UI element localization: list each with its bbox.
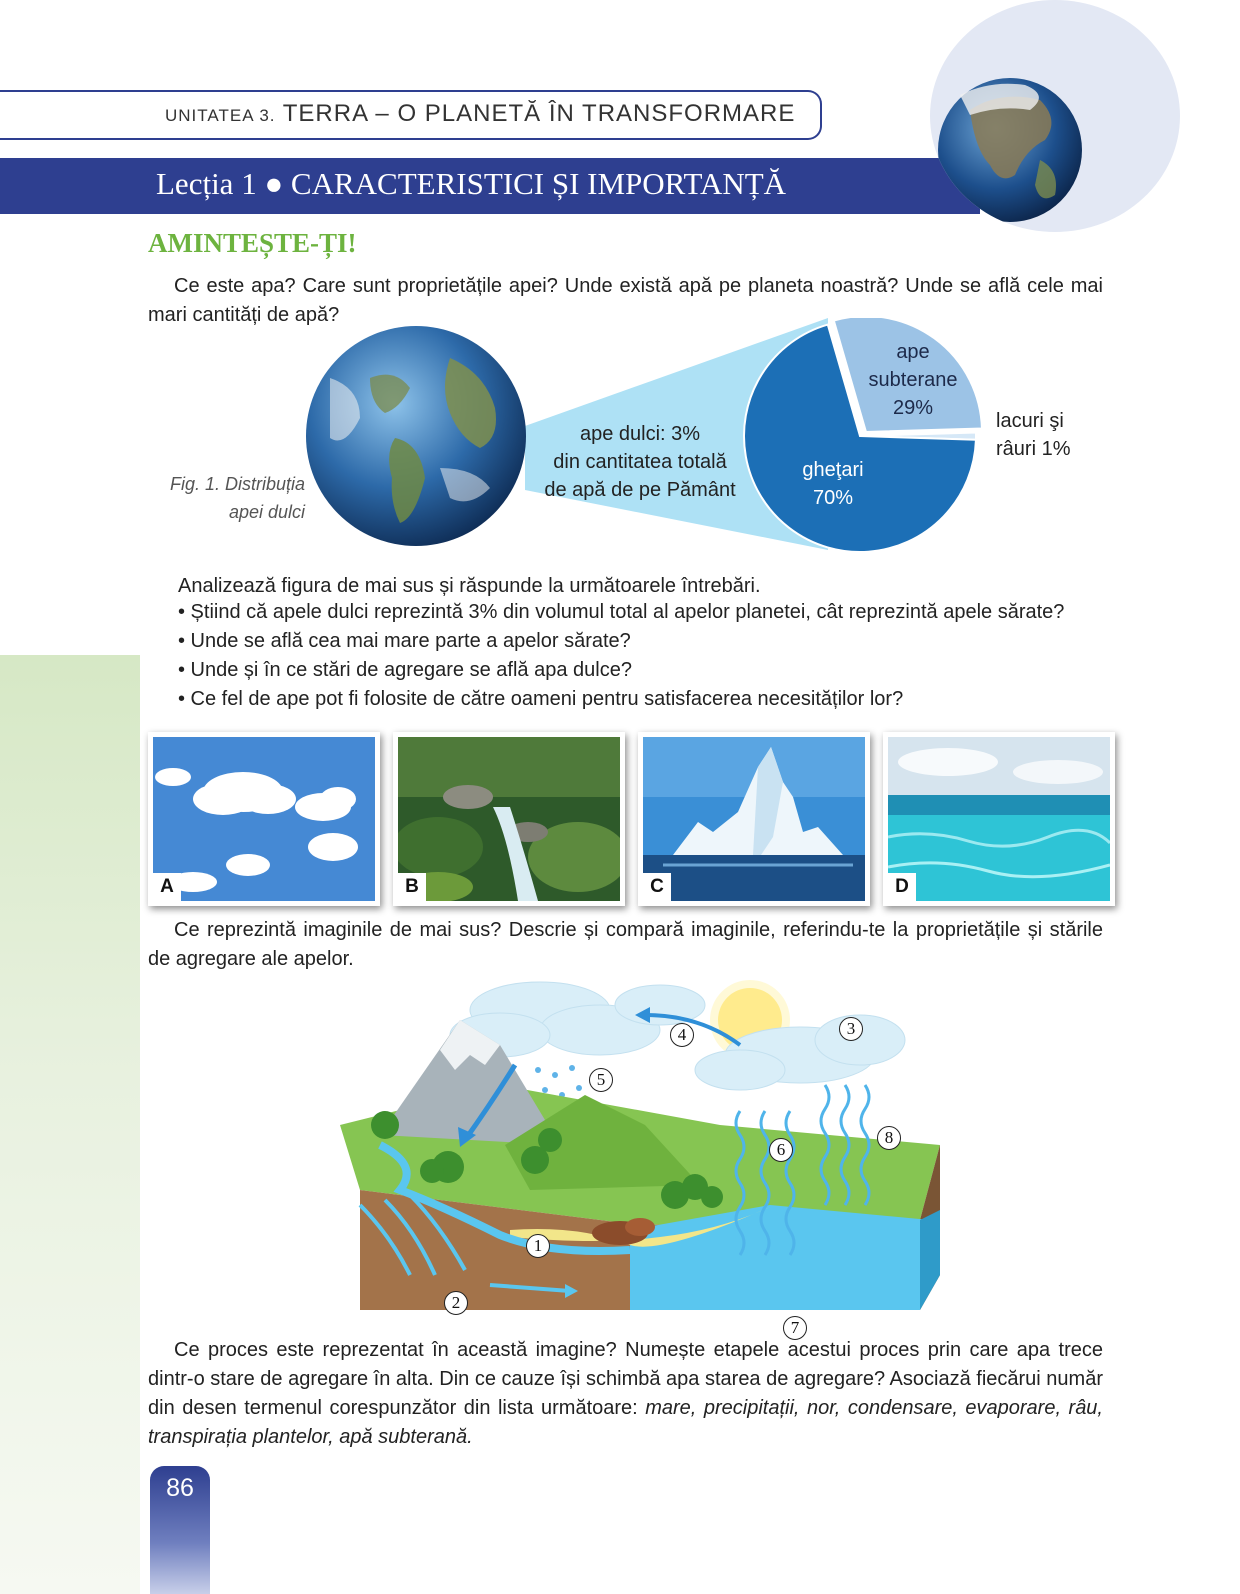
lesson-title: Lecția 1 ● CARACTERISTICI ȘI IMPORTANȚĂ [156, 166, 787, 201]
cycle-number-6: 6 [769, 1138, 793, 1162]
lakes-label [996, 407, 1070, 463]
globe-badge [930, 0, 1180, 232]
cycle-number-7: 7 [783, 1316, 807, 1340]
cycle-number-1: 1 [526, 1234, 550, 1258]
stream-image [398, 737, 620, 901]
glaciers-label-line2: 70% [812, 487, 854, 509]
glaciers-label-line1: gheţari [802, 459, 864, 481]
question-item: • Unde și în ce stări de agregare se află apa dulce? [178, 659, 632, 681]
lakes-label-line2: râuri 1% [996, 438, 1071, 460]
earth-globe-icon [930, 0, 1180, 232]
unit-title-text: TERRA – O PLANETĂ ÎN TRANSFORMARE [282, 100, 796, 127]
cycle-number-8: 8 [877, 1126, 901, 1150]
photo-label-a: A [153, 873, 181, 901]
photo-question: Ce reprezintă imaginile de mai sus? Descrie și compară imaginile, referindu-te la proprietățile și stările de agregare ale apelor. [148, 919, 1103, 970]
groundwater-label-line2: subterane [868, 369, 958, 391]
final-question-text: Ce proces este reprezentat în această imagine? Numește etapele acestui proces prin care apa trece dintr-o stare de agregare în alta. Din ce cauze își schimbă apa starea de agregare? Asociază fiecărui număr din desen termenul corespunzător din lista următoare: [148, 1339, 1103, 1419]
cycle-number-2: 2 [444, 1291, 468, 1315]
photo-a-clouds [148, 732, 380, 906]
questions-intro: Analizează figura de mai sus și răspunde la următoarele întrebări. [178, 575, 761, 597]
cycle-number-5: 5 [589, 1068, 613, 1092]
photo-c-iceberg [638, 732, 870, 906]
groundwater-label-line3: 29% [892, 397, 934, 419]
side-decoration-strip [0, 655, 140, 1594]
photo-label-d: D [888, 873, 916, 901]
freshwater-label-line1: ape dulci: 3% [579, 423, 701, 445]
earth-image [306, 326, 526, 546]
photo-d-sea [883, 732, 1115, 906]
figure-caption-line1: Fig. 1. Distribuția [169, 474, 305, 494]
cycle-number-4: 4 [670, 1023, 694, 1047]
question-item: • Știind că apele dulci reprezintă 3% din volumul total al apelor planetei, cât reprezintă apele sărate? [178, 601, 1065, 623]
freshwater-label [535, 420, 745, 504]
lakes-label-line1: lacuri şi [996, 410, 1064, 432]
photo-label-c: C [643, 873, 671, 901]
final-question-terms: mare, precipitații, nor, condensare, evaporare, râu, transpirația plantelor, apă subterană. [148, 1397, 1103, 1448]
freshwater-label-line2: din cantitatea totală [553, 451, 727, 473]
photo-label-b: B [398, 873, 426, 901]
cycle-number-3: 3 [839, 1017, 863, 1041]
page-number: 86 [166, 1474, 194, 1502]
glaciers-label [783, 456, 883, 512]
unit-title [165, 100, 795, 128]
unit-prefix: UNITATEA 3. [165, 106, 276, 125]
clouds-image [153, 737, 375, 901]
freshwater-label-line3: de apă de pe Pământ [544, 479, 736, 501]
sea-image [888, 737, 1110, 901]
intro-paragraph: Ce este apa? Care sunt proprietățile apei? Unde există apă pe planeta noastră? Unde se află cele mai mari cantități de apă? [148, 275, 1103, 326]
questions-list [178, 598, 1128, 714]
groundwater-label-line1: ape [896, 341, 930, 363]
question-item: • Ce fel de ape pot fi folosite de către oameni pentru satisfacerea necesităților lor? [178, 688, 904, 710]
question-item: • Unde se află cea mai mare parte a apelor sărate? [178, 630, 631, 652]
figure-caption [150, 470, 305, 526]
section-heading: AMINTEȘTE-ȚI! [148, 228, 357, 258]
photo-b-stream [393, 732, 625, 906]
final-question [148, 1336, 1103, 1452]
iceberg-image [643, 737, 865, 901]
groundwater-label [858, 338, 968, 422]
figure-caption-line2: apei dulci [228, 502, 305, 522]
